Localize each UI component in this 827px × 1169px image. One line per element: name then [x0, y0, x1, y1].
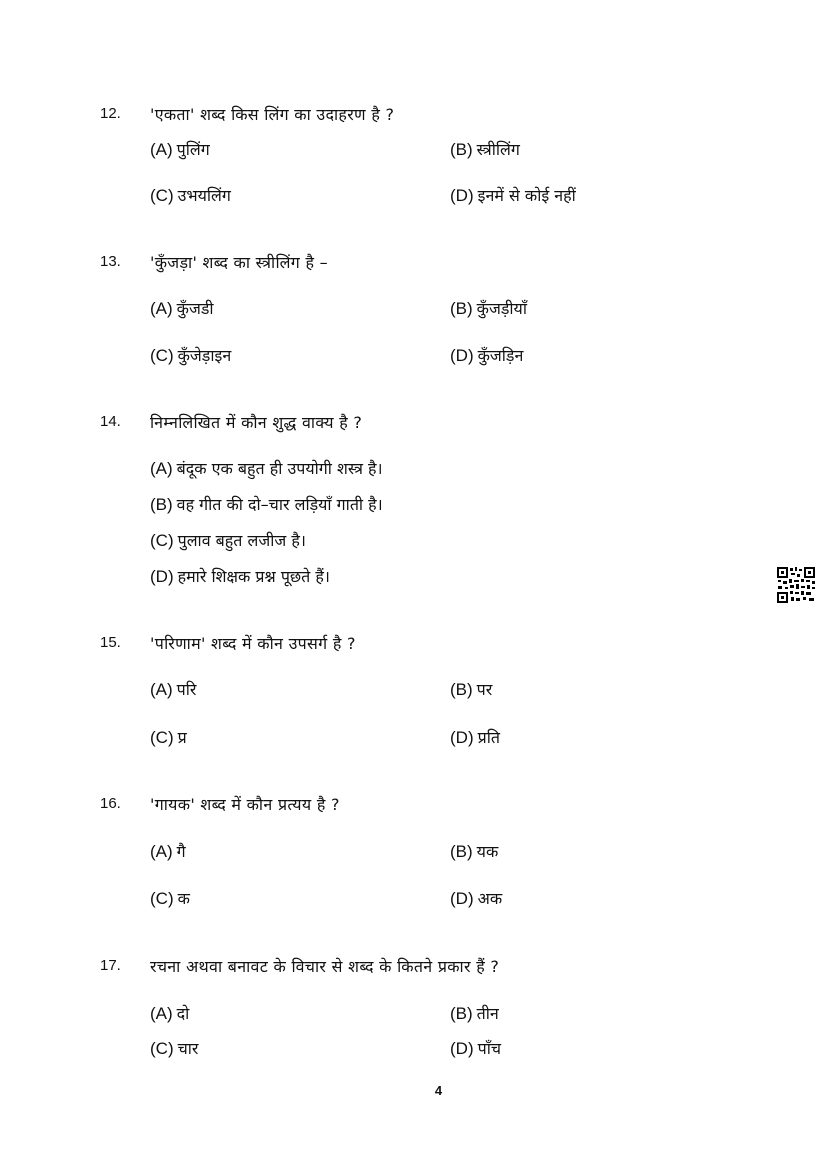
option-a — [150, 1002, 189, 1024]
option-text: उभयलिंग — [177, 186, 231, 205]
option-letter: (A) — [150, 1004, 173, 1023]
option-text: गै — [176, 842, 186, 861]
option-letter: (D) — [450, 186, 474, 205]
option-a — [150, 840, 186, 862]
option-letter: (B) — [150, 495, 173, 514]
option-c — [150, 1037, 198, 1059]
option-text: स्त्रीलिंग — [476, 140, 520, 159]
question-row — [0, 632, 827, 656]
option-b — [450, 1002, 499, 1024]
question-number: 12. — [100, 105, 121, 122]
option-text: प्रति — [477, 728, 500, 747]
option-text: वह गीत की दो–चार लड़ियाँ गाती है। — [176, 495, 383, 514]
page-number: 4 — [434, 1083, 443, 1098]
option-letter: (C) — [150, 531, 174, 550]
option-letter: (A) — [150, 459, 173, 478]
option-c — [150, 529, 306, 551]
option-d — [150, 565, 330, 587]
option-letter: (D) — [150, 567, 174, 586]
option-letter: (B) — [450, 299, 473, 318]
option-c — [150, 184, 231, 206]
option-letter: (D) — [450, 346, 474, 365]
option-c — [150, 344, 231, 366]
question-number: 17. — [100, 957, 121, 974]
question-number: 13. — [100, 253, 121, 270]
question-number: 15. — [100, 634, 121, 651]
option-d — [450, 184, 576, 206]
option-letter: (B) — [450, 680, 473, 699]
question-text: 'परिणाम' शब्द में कौन उपसर्ग है ? — [150, 634, 356, 653]
option-letter: (A) — [150, 842, 173, 861]
option-text: पर — [476, 680, 493, 699]
option-letter: (C) — [150, 889, 174, 908]
question-row — [0, 793, 827, 817]
question-row — [0, 251, 827, 275]
qr-code-icon — [776, 566, 816, 604]
question-row — [0, 411, 827, 435]
option-text: परि — [176, 680, 197, 699]
option-text: क — [177, 889, 190, 908]
option-text: यक — [476, 842, 499, 861]
option-text: इनमें से कोई नहीं — [477, 186, 576, 205]
option-letter: (A) — [150, 680, 173, 699]
option-letter: (A) — [150, 140, 173, 159]
option-c — [150, 887, 190, 909]
option-letter: (C) — [150, 1039, 174, 1058]
option-letter: (D) — [450, 728, 474, 747]
question-number: 16. — [100, 795, 121, 812]
option-letter: (B) — [450, 842, 473, 861]
option-letter: (D) — [450, 889, 474, 908]
option-text: अक — [477, 889, 503, 908]
option-c — [150, 726, 187, 748]
option-letter: (C) — [150, 186, 174, 205]
question-text: 'एकता' शब्द किस लिंग का उदाहरण है ? — [150, 105, 395, 124]
option-letter: (B) — [450, 140, 473, 159]
option-d — [450, 1037, 501, 1059]
option-text: पुलिंग — [176, 140, 210, 159]
option-text: कुँजड़िन — [477, 346, 524, 365]
option-letter: (B) — [450, 1004, 473, 1023]
option-text: पुलाव बहुत लजीज है। — [177, 531, 306, 550]
option-text: हमारे शिक्षक प्रश्न पूछते हैं। — [177, 567, 330, 586]
question-text: 'गायक' शब्द में कौन प्रत्यय है ? — [150, 795, 340, 814]
question-row — [0, 103, 827, 127]
option-b — [450, 678, 492, 700]
option-b — [450, 138, 520, 160]
option-letter: (D) — [450, 1039, 474, 1058]
question-row — [0, 955, 827, 979]
option-text: बंदूक एक बहुत ही उपयोगी शस्त्र है। — [176, 459, 383, 478]
option-d — [450, 887, 502, 909]
option-text: पाँच — [477, 1039, 502, 1058]
option-letter: (C) — [150, 728, 174, 747]
option-a — [150, 678, 196, 700]
question-number: 14. — [100, 413, 121, 430]
question-text: रचना अथवा बनावट के विचार से शब्द के कितने प्रकार हैं ? — [150, 957, 500, 976]
option-d — [450, 344, 523, 366]
option-b — [150, 493, 383, 515]
option-a — [150, 457, 383, 479]
option-text: तीन — [476, 1004, 499, 1023]
option-letter: (A) — [150, 299, 173, 318]
option-b — [450, 297, 527, 319]
option-text: चार — [177, 1039, 199, 1058]
option-a — [150, 297, 214, 319]
question-text: 'कुँजड़ा' शब्द का स्त्रीलिंग है – — [150, 253, 328, 272]
option-text: कुँजडी — [176, 299, 214, 318]
option-text: कुँजेड़ाइन — [177, 346, 232, 365]
option-a — [150, 138, 210, 160]
option-letter: (C) — [150, 346, 174, 365]
option-b — [450, 840, 498, 862]
option-text: दो — [176, 1004, 190, 1023]
option-text: कुँजड़ीयाँ — [476, 299, 527, 318]
option-d — [450, 726, 500, 748]
option-text: प्र — [177, 728, 187, 747]
question-text: निम्नलिखित में कौन शुद्ध वाक्य है ? — [150, 413, 363, 432]
